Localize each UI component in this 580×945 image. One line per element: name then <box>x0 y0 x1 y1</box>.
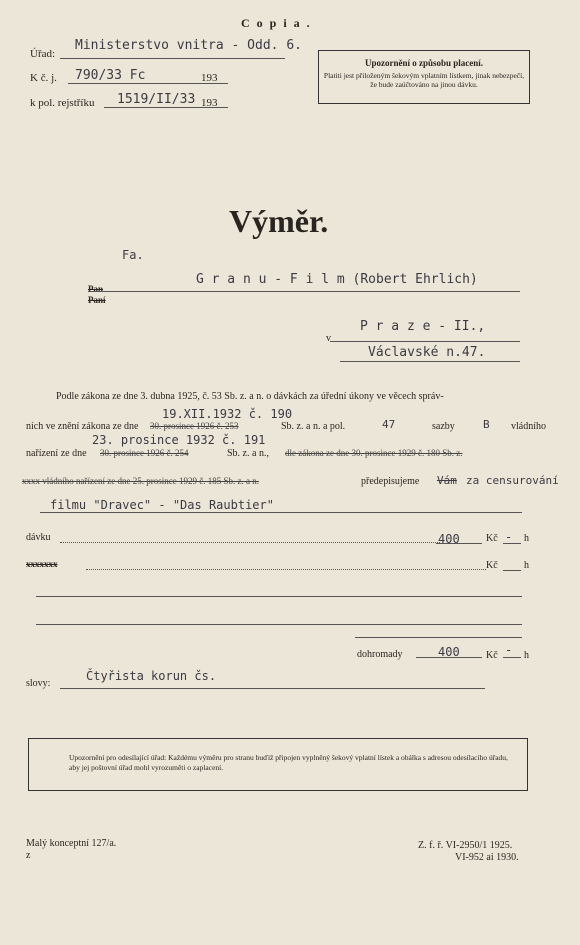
line5-line <box>40 512 522 513</box>
rejstrik-label: k pol. rejstříku <box>30 97 95 109</box>
line2-typed: 19.XII.1932 č. 190 <box>162 407 293 421</box>
street-line <box>340 361 520 362</box>
total-top-line <box>355 637 522 638</box>
recipient-city: P r a z e - II., <box>360 319 486 334</box>
line3-b: Sb. z. a n., <box>227 448 269 459</box>
davku-dots <box>60 542 440 543</box>
line3-struck-2: dle zákona ze dne 30. prosince 1929 č. 180 Sb. z. <box>285 448 463 458</box>
blank-line-1 <box>36 596 522 597</box>
davku-amount: 400 <box>438 532 460 546</box>
davku-kc: Kč <box>486 533 498 544</box>
total-h-line <box>503 657 521 658</box>
footer-left-1: Malý konceptní 127/a. <box>26 838 117 849</box>
kc-label: K č. j. <box>30 72 57 84</box>
line4-struck: xxxx vládního nařízení ze dne 25. prosince 1929 č. 185 Sb. z. a n. <box>22 476 259 486</box>
v-label: v <box>326 333 331 344</box>
footer-left-2: z <box>26 850 31 861</box>
line2-c: sazby <box>432 421 455 432</box>
sender-notice-box <box>28 738 528 791</box>
rejstrik-value: 1519/II/33 <box>117 92 196 107</box>
slovy-value: Čtyřista korun čs. <box>86 669 217 683</box>
second-h-line <box>503 570 521 571</box>
pani-label: Paní <box>88 295 106 305</box>
pan-label: Pan <box>88 284 104 294</box>
davku-dash: - <box>505 530 513 544</box>
davku-h-line <box>503 543 521 544</box>
second-fee-dots <box>86 569 486 570</box>
line4-b: předepisujeme <box>361 476 420 487</box>
kc-value: 790/33 Fc <box>75 68 146 83</box>
second-fee-h: h <box>524 560 529 571</box>
sazby-value: B <box>483 418 490 431</box>
line4-typed: za censurování <box>466 474 559 487</box>
total-amount-line <box>416 657 482 658</box>
body-line-1: Podle zákona ze dne 3. dubna 1925, č. 53 Sb. z. a n. o dávkách za úřední úkony ve věcech správ- <box>56 391 444 402</box>
line5-typed: filmu "Dravec" - "Das Raubtier" <box>50 498 274 512</box>
payment-notice-box <box>318 50 530 104</box>
rejstrik-year: 193 <box>201 97 218 109</box>
payment-notice-title: Upozornění o způsobu placení. <box>364 58 484 68</box>
total-amount: 400 <box>438 645 460 659</box>
blank-line-2 <box>36 624 522 625</box>
line4-struck-2: Vám <box>437 474 457 487</box>
city-line <box>330 341 520 342</box>
line3-struck: 30. prosince 1926 č. 254 <box>100 448 189 458</box>
document-title: Výměr. <box>229 203 329 239</box>
pol-value: 47 <box>382 418 396 431</box>
line3-typed: 23. prosince 1932 č. 191 <box>92 433 266 447</box>
fa-label: Fa. <box>122 248 144 262</box>
kc-year: 193 <box>201 72 218 84</box>
total-h: h <box>524 650 529 661</box>
urad-label: Úřad: <box>30 48 56 60</box>
urad-value: Ministerstvo vnitra - Odd. 6. <box>75 38 302 53</box>
line3-a: nařízení ze dne <box>26 448 87 459</box>
footer-right-2: VI-952 ai 1930. <box>455 852 519 863</box>
total-dash: - <box>505 643 513 657</box>
slovy-line <box>60 688 485 689</box>
davku-h: h <box>524 533 529 544</box>
second-fee-kc: Kč <box>486 560 498 571</box>
line2-struck: 30. prosince 1926 č. 253 <box>150 421 239 431</box>
line2-d: vládního <box>511 421 546 432</box>
line2-a: ních ve znění zákona ze dne <box>26 421 139 432</box>
recipient-line <box>88 291 520 292</box>
payment-notice-text: Platiti jest přiloženým šekovým vplatním lístkem, jinak nebezpečí, že bude zaúčtováno na jinou dávku. <box>323 71 525 89</box>
second-fee-label: xxxxxxx <box>26 559 58 569</box>
line2-b: Sb. z. a n. a pol. <box>281 421 346 432</box>
davku-amount-line <box>436 543 482 544</box>
total-kc: Kč <box>486 650 498 661</box>
recipient-street: Václavské n.47. <box>368 345 486 360</box>
sender-notice-text: Upozornění pro odesílající úřad: Každému výměru pro stranu buďiž připojen vyplněný šekový vplatní lístek a obálka s adresou odesílacího úřadu, aby jej poštovní úřad mohl vyrozuměti o zaplacení. <box>69 753 508 772</box>
recipient-name: G r a n u - F i l m (Robert Ehrlich) <box>196 272 478 287</box>
total-label: dohromady <box>357 649 403 660</box>
copia-label: C o p i a . <box>241 16 312 30</box>
davku-label: dávku <box>26 532 51 543</box>
urad-line <box>60 58 285 59</box>
footer-right-1: Z. f. ř. VI-2950/1 1925. <box>418 840 513 851</box>
slovy-label: slovy: <box>26 678 51 689</box>
